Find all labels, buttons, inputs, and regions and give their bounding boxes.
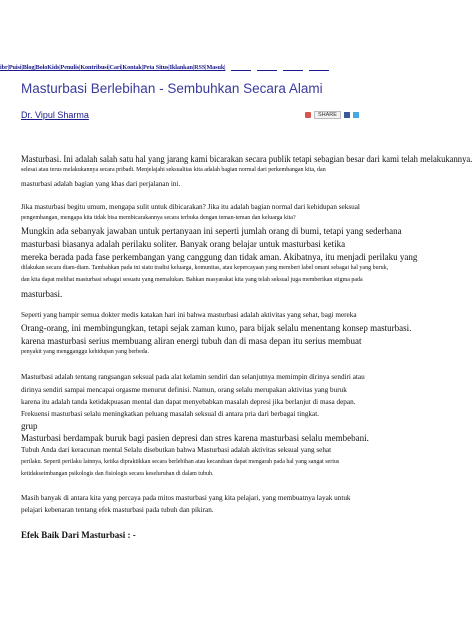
body-line: Masturbasi adalah tentang rangsangan seksual pada alat kelamin sendiri dan selanjutnya memimpin dirinya sendiri atau: [21, 373, 365, 381]
body-line: pengembangan, mengapa kita tidak bisa membicarakannya secara terbuka dengan teman-teman dan keluarga kita?: [21, 215, 296, 221]
nav-link[interactable]: Puisi|: [8, 64, 23, 71]
body-line: grup: [21, 421, 38, 431]
nav-link[interactable]: Blog|: [22, 64, 36, 71]
body-line: selesai atau terus melakukannya secara pribadi. Menjelajahi seksualitas kita adalah bagian normal dari perkembangan kita, dan: [21, 167, 326, 173]
body-line: Tubuh Anda dari keracunan mental Selalu disebutkan bahwa Masturbasi adalah aktivitas seksual yang sehat: [21, 446, 332, 454]
body-line: masturbasi adalah bagian yang khas dari perjalanan ini.: [21, 180, 181, 188]
share-bar: [305, 111, 359, 119]
nav-link[interactable]: Masuk|: [206, 64, 226, 71]
section-heading: Efek Baik Dari Masturbasi : -: [21, 530, 136, 540]
share-button[interactable]: SHARE: [314, 111, 341, 119]
author-link[interactable]: Dr. Vipul Sharma: [21, 110, 89, 120]
share-icon[interactable]: [305, 112, 311, 118]
body-line: Orang-orang, ini membingungkan, tetapi sejak zaman kuno, para bijak selalu menentang konsep masturbasi.: [21, 323, 412, 333]
nav-placeholder: [283, 65, 303, 71]
body-line: Jika masturbasi begitu umum, mengapa sulit untuk dibicarakan? Jika itu adalah bagian normal dari kehidupan seksual: [21, 203, 360, 211]
body-line: dilakukan secara diam-diam. Tambahkan pada ini siatu tradisi keluarga, komunitas, atau kepercayaan yang memberi label omani sebagai hal yang buruk,: [21, 265, 389, 271]
body-line: masturbasi biasanya adalah perilaku soliter. Banyak orang belajar untuk masturbasi ketika: [21, 239, 346, 249]
body-line: karena itu adalah tanda ketidakpuasan mental dan dapat menyebabkan masalah depresi jika berlanjut di masa depan.: [21, 398, 356, 406]
nav-link[interactable]: Penulis|: [60, 64, 81, 71]
nav-link[interactable]: BoloKids|: [35, 64, 61, 71]
nav-placeholder: [231, 65, 251, 71]
body-line: dirinya sendiri sampai mencapai orgasme menurut definisi. Namun, orang selalu merupakan aktivitas yang buruk: [21, 386, 347, 394]
body-line: mereka berada pada fase perkembangan yang canggung dan tidak aman. Akibatnya, itu menjadi perilaku yang: [21, 252, 418, 262]
body-line: Seperti yang hampir semua dokter medis katakan hari ini bahwa masturbasi adalah aktivitas yang sehat, bagi mereka: [21, 311, 357, 319]
body-line: Mungkin ada sebanyak jawaban untuk pertanyaan ini seperti jumlah orang di bumi, tetapi yang sederhana: [21, 226, 402, 236]
nav-link[interactable]: Kontribusi|: [80, 64, 110, 71]
body-line: pelajari kebenaran tentang efek masturbasi pada tubuh dan pikiran.: [21, 506, 214, 514]
body-line: perilaku. Seperti perilaku lainnya, ketika dipraktikkan secara berlebihan atau kecanduan dapat mengarah pada hal yang sangat serius: [21, 459, 340, 465]
article-title: Masturbasi Berlebihan - Sembuhkan Secara Alami: [21, 81, 323, 96]
nav-link[interactable]: ibr|: [0, 64, 9, 71]
nav-link[interactable]: Cari|: [109, 64, 123, 71]
body-line: Masturbasi berdampak buruk bagi pasien depresi dan stres karena masturbasi selalu membebani.: [21, 433, 369, 443]
body-line: masturbasi.: [21, 289, 63, 299]
nav-link[interactable]: Iklankan|: [169, 64, 195, 71]
twitter-icon[interactable]: [353, 112, 359, 118]
body-line: Frekuensi masturbasi selalu meningkatkan peluang masalah seksual di antara pria dari berbagai tingkat.: [21, 410, 319, 418]
nav-placeholder: [257, 65, 277, 71]
nav-link[interactable]: Kontak|: [122, 64, 143, 71]
body-line: Masturbasi. Ini adalah salah satu hal yang jarang kami bicarakan secara publik tetapi sebagian besar dari kami telah melakukannya.: [21, 154, 473, 164]
body-line: karena masturbasi serius membuang aliran energi tubuh dan di masa depan itu serius membuat: [21, 336, 362, 346]
body-line: penyakit yang mengganggu kehidupan yang berbeda.: [21, 349, 149, 355]
body-line: ketidakseimbangan psikologis dan fisiologis secara keseluruhan di dalam tubuh.: [21, 471, 214, 477]
facebook-icon[interactable]: [344, 112, 350, 118]
nav-placeholder: [309, 65, 329, 71]
nav-link[interactable]: RSS|: [194, 64, 207, 71]
nav-link[interactable]: Peta Situs|: [143, 64, 170, 71]
body-line: dan kita dapat melihat masturbasi sebagai sesuatu yang memalukan. Bahkan masyarakat kita yang telah seksual juga memberikan stigma pada: [21, 277, 363, 283]
body-line: Masih banyak di antara kita yang percaya pada mitos masturbasi yang kita pelajari, yang membuatnya layak untuk: [21, 494, 351, 502]
top-navigation: [0, 64, 474, 76]
